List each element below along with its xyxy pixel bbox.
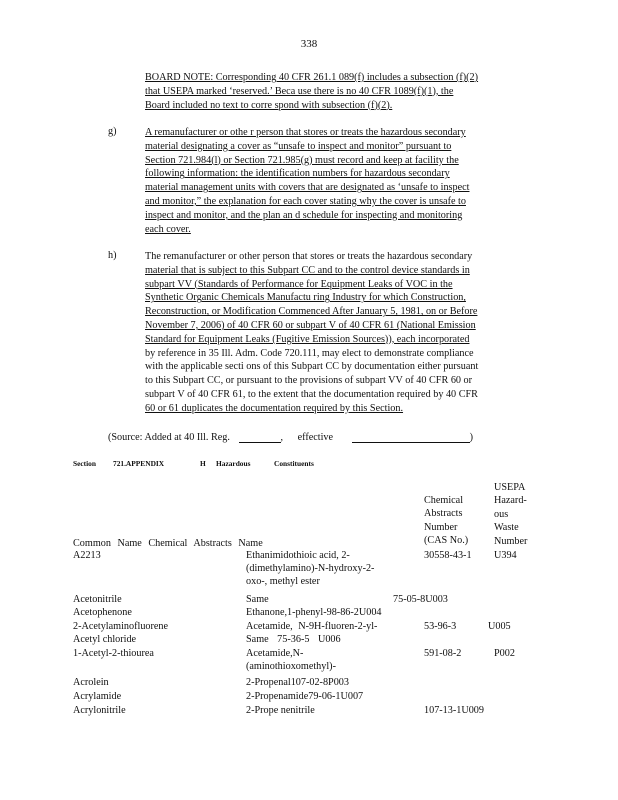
paragraph-line: A remanufacturer or othe r person that stores or treats the hazardous secondary <box>145 127 466 138</box>
paragraph-g <box>145 126 543 236</box>
paragraph-line: to this Subpart CC, or pursuant to the provisions of subpart VV of 40 CFR 60 or <box>145 375 473 387</box>
cas-number: 591-08-2 <box>424 648 462 659</box>
waste-number-header <box>494 481 527 548</box>
page-number: 338 <box>300 38 318 50</box>
waste-number: U394 <box>494 550 517 561</box>
paragraph-line: November 7, 2006) of 40 CFR 60 or subpart V of 40 CFR 61 (National Emission <box>145 319 476 331</box>
cas-number: 30558-43-1 <box>424 550 472 561</box>
chemical-abstracts-name: Ethanone,1-phenyl-98-86-2U004 <box>246 607 382 618</box>
table-column-headers: Common Name Chemical Abstracts Name <box>73 538 263 549</box>
source-effective: effective <box>297 432 334 443</box>
cas-number: 75-05-8U003 <box>393 594 448 605</box>
paragraph-line: The remanufacturer or other person that stores or treats the hazardous secondary <box>145 251 473 262</box>
section-number: 721.APPENDIX <box>113 459 165 468</box>
common-name: 1-Acetyl-2-thiourea <box>73 648 154 659</box>
chemical-abstracts-name: 2-Prope nenitrile <box>246 705 315 716</box>
header-line: Hazard- <box>494 495 527 507</box>
source-suffix: ) <box>469 432 473 443</box>
source-comma: , <box>280 432 284 443</box>
board-note-line: BOARD NOTE: Corresponding 40 CFR 261.1 089(f) includes a subsection (f)(2) <box>145 72 479 83</box>
board-note-line: that USEPA marked ‘reserved.’ Beca use there is no 40 CFR 1089(f)(1), the <box>145 85 454 97</box>
header-line: Abstracts <box>424 508 463 520</box>
paragraph-line: with the applicable secti ons of this Subpart CC by documentation either pursuant <box>145 361 479 373</box>
heading-word: Hazardous <box>216 459 251 468</box>
paragraph-line: subpart VV (Standards of Performance for Equipment Leaks of VOC in the <box>145 278 453 290</box>
paragraph-line: Synthetic Organic Chemicals Manufactu ring Industry for which Construction, <box>145 292 466 304</box>
common-name: 2-Acetylaminofluorene <box>73 621 169 632</box>
chemical-abstracts-name: Same <box>246 594 269 605</box>
paragraph-line: inspect and monitor, and the plan an d schedule for inspecting and monitoring <box>145 209 463 221</box>
header-line: Number <box>494 535 528 547</box>
chemical-abstracts-name: oxo-, methyl ester <box>246 576 320 587</box>
paragraph-line: 60 or 61 duplicates the documentation required by this Section. <box>145 402 404 414</box>
appendix-letter: H <box>200 459 206 468</box>
paragraph-line: by reference in 35 Ill. Adm. Code 720.111, may elect to demonstrate compliance <box>145 347 474 359</box>
paragraph-h-marker: h) <box>108 250 117 261</box>
paragraph-line: each cover. <box>145 223 191 235</box>
waste-number: U005 <box>488 621 511 632</box>
board-note-line: Board included no text to corre spond with subsection (f)(2). <box>145 99 393 111</box>
heading-word: Constituents <box>274 459 314 468</box>
header-line: (CAS No.) <box>424 535 469 547</box>
common-name: Acetonitrile <box>73 594 122 605</box>
header-line: Chemical <box>424 495 464 506</box>
header-line: Number <box>424 521 458 533</box>
paragraph-h <box>145 250 543 416</box>
chemical-abstracts-name: (aminothioxomethyl)- <box>246 661 336 672</box>
header-line: Waste <box>494 522 519 534</box>
paragraph-line: Standard for Equipment Leaks (Fugitive Emission Sources)), each incorporated <box>145 333 470 345</box>
register-blank <box>239 431 281 443</box>
paragraph-line: Reconstruction, or Modification Commenced After January 5, 1981, on or Before <box>145 306 478 318</box>
common-name: Acrolein <box>73 677 109 688</box>
paragraph-line: following information: the identification numbers for hazardous secondary <box>145 168 450 180</box>
chemical-abstracts-name: (dimethylamino)-N-hydroxy-2- <box>246 563 375 574</box>
header-line: USEPA <box>494 482 526 493</box>
cas-number-header <box>424 494 468 548</box>
common-name: Acetyl chloride <box>73 634 137 645</box>
cas-number: 107-13-1U009 <box>424 705 484 716</box>
chemical-abstracts-name: 2-Propenamide79-06-1U007 <box>246 691 364 702</box>
section-label: Section <box>73 459 96 468</box>
paragraph-line: and monitor,” the explanation for each cover stating why the cover is unsafe to <box>145 195 466 207</box>
common-name: Acrylamide <box>73 691 122 702</box>
paragraph-line: material that is subject to this Subpart CC and to the control device standards in <box>145 264 470 276</box>
waste-number: P002 <box>494 648 515 659</box>
cas-number: 53-96-3 <box>424 621 457 632</box>
chemical-abstracts-name: Same 75-36-5 U006 <box>246 634 341 645</box>
chemical-abstracts-name: Ethanimidothioic acid, 2- <box>246 550 350 561</box>
effective-date-blank <box>352 431 470 443</box>
board-note <box>145 71 543 112</box>
source-prefix: (Source: Added at 40 Ill. Reg. <box>108 432 230 443</box>
paragraph-line: material designating a cover as “unsafe to inspect and monitor” pursuant to <box>145 140 452 152</box>
chemical-abstracts-name: Acetamide,N- <box>246 648 304 659</box>
paragraph-g-marker: g) <box>108 126 117 137</box>
paragraph-line: Section 721.984(l) or Section 721.985(g) must record and keep at facility the <box>145 154 459 166</box>
common-name: Acetophenone <box>73 607 132 618</box>
chemical-abstracts-name: 2-Propenal107-02-8P003 <box>246 677 349 688</box>
source-line <box>108 431 473 443</box>
chemical-abstracts-name: Acetamide, N-9H-fluoren-2-yl- <box>246 621 378 632</box>
paragraph-line: material management units with covers that are designated as ‘unsafe to inspect <box>145 182 470 194</box>
common-name: A2213 <box>73 550 101 561</box>
paragraph-line: subpart V of 40 CFR 61, to the extent that the documentation required by 40 CFR <box>145 388 478 400</box>
header-line: ous <box>494 508 509 520</box>
common-name: Acrylonitrile <box>73 705 126 716</box>
